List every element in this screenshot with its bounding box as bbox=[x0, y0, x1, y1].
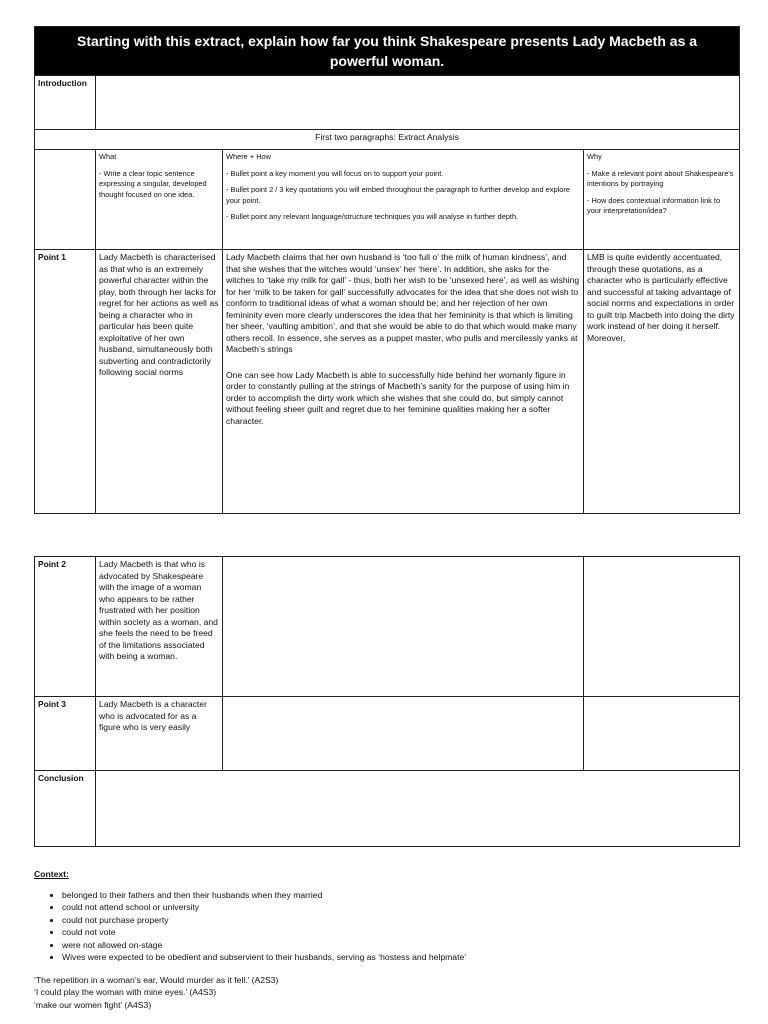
context-quote: ‘The repetition in a woman’s ear, Would murder as it fell.’ (A2S3) bbox=[34, 974, 279, 985]
point1-where-paragraph-2: One can see how Lady Macbeth is able to successfully hide behind her womanly figure in order to constantly pulling at the strings of Macbeth’s sanity for the purpose of using him in order to accomplish the dirty work which she wishes that she could do, but simply cannot without feeling sheer guilt and regret due to her feminine qualities making her a softer character. bbox=[226, 369, 570, 426]
context-quote: ‘make our women fight’ (A4S3) bbox=[34, 999, 152, 1010]
context-item: • belonged to their fathers and then their husbands when they married bbox=[62, 889, 739, 902]
point3-what-cell[interactable]: Lady Macbeth is a character who is advocated for as a figure who is very easily bbox=[96, 697, 223, 771]
context-item: • Wives were expected to be obedient and subservient to their husbands, serving as ‘hostess and helpmate’ bbox=[62, 951, 739, 964]
point3-why-cell[interactable] bbox=[584, 697, 740, 771]
introduction-cell[interactable] bbox=[96, 76, 740, 130]
context-quote: ‘I could play the woman with mine eyes.’ (A4S3) bbox=[34, 987, 217, 997]
why-instruction-1: - Make a relevant point about Shakespeare's intentions by portraying bbox=[587, 168, 734, 188]
point2-why-cell[interactable] bbox=[584, 557, 740, 697]
context-item: • could not attend school or university bbox=[62, 901, 739, 914]
context-title: Context: bbox=[34, 869, 69, 879]
context-item: • could not vote bbox=[62, 926, 739, 939]
context-section bbox=[34, 868, 739, 1011]
what-instruction: - Write a clear topic sentence expressing a singular, developed thought focused on one idea. bbox=[99, 168, 207, 199]
header-blank-cell bbox=[35, 150, 96, 250]
point1-what-cell[interactable]: Lady Macbeth is characterised as that who is an extremely powerful character within the play, both through her lacks for regret for her actions as well as being a character who in particular has been quite exploitative of her own husband, simultaneously both subverting and contradictorily following social norms bbox=[96, 250, 223, 514]
what-title: What bbox=[99, 152, 117, 161]
where-instruction-3: - Bullet point any relevant language/structure techniques you will analyse in further depth. bbox=[226, 212, 519, 221]
point2-where-cell[interactable] bbox=[223, 557, 584, 697]
point1-label: Point 1 bbox=[35, 250, 96, 514]
point3-where-cell[interactable] bbox=[223, 697, 584, 771]
why-header-cell bbox=[584, 150, 740, 250]
point1-where-cell[interactable] bbox=[223, 250, 584, 514]
planning-table-top bbox=[34, 26, 740, 514]
point2-label: Point 2 bbox=[35, 557, 96, 697]
point1-why-cell[interactable]: LMB is quite evidently accentuated, through these quotations, as a character who is particularly effective and successful at taking advantage of social norms and expectations in order to guilt trip Macbeth into doing the dirty work instead of her doing it herself. Moreover, bbox=[584, 250, 740, 514]
context-list bbox=[34, 889, 739, 964]
point2-what-cell[interactable]: Lady Macbeth is that who is advocated by Shakespeare with the image of a woman who appears to be rather frustrated with her position within society as a woman, and she feels the need to be freed of the limitations associated with being a woman. bbox=[96, 557, 223, 697]
section-header: First two paragraphs: Extract Analysis bbox=[35, 130, 740, 150]
context-item: • were not allowed on-stage bbox=[62, 939, 739, 952]
conclusion-cell[interactable] bbox=[96, 771, 740, 847]
essay-question-title: Starting with this extract, explain how far you think Shakespeare presents Lady Macbeth as a powerful woman. bbox=[35, 27, 740, 76]
why-instruction-2: - How does contextual information link to your interpretation/idea? bbox=[587, 195, 721, 215]
where-title: Where + How bbox=[226, 152, 271, 161]
introduction-label: Introduction bbox=[35, 76, 96, 130]
where-instruction-2: - Bullet point 2 / 3 key quotations you will embed throughout the paragraph to further develop and explore your point. bbox=[226, 185, 570, 205]
what-header-cell bbox=[96, 150, 223, 250]
context-item: • could not purchase property bbox=[62, 914, 739, 927]
why-title: Why bbox=[587, 152, 602, 161]
point3-label: Point 3 bbox=[35, 697, 96, 771]
conclusion-label: Conclusion bbox=[35, 771, 96, 847]
where-header-cell bbox=[223, 150, 584, 250]
where-instruction-1: - Bullet point a key moment you will focus on to support your point. bbox=[226, 168, 444, 178]
point1-where-paragraph-1: Lady Macbeth claims that her own husband is ‘too full o’ the milk of human kindness’, and that she wishes that the witches would ‘unsex’ her ‘here’. In addition, she asks for the witches to ‘take my milk for gall’ - thus, both her wish to be ‘unsexed here’, as well as wishing for her ‘milk to be taken for gall’ successfully advocates for the idea that she does not wish to conform to traditional ideas of what a woman should be; and her rejection of her own femininity even more clearly underscores the idea that her femininity is that which is limiting her sheer, ‘vaulting ambition’, and that she would be able to do that which would make many others recoil. In essence, she serves as a puppet master, who pulls and mercilessly yanks at Macbeth’s strings bbox=[226, 252, 580, 354]
planning-table-bottom bbox=[34, 556, 740, 847]
